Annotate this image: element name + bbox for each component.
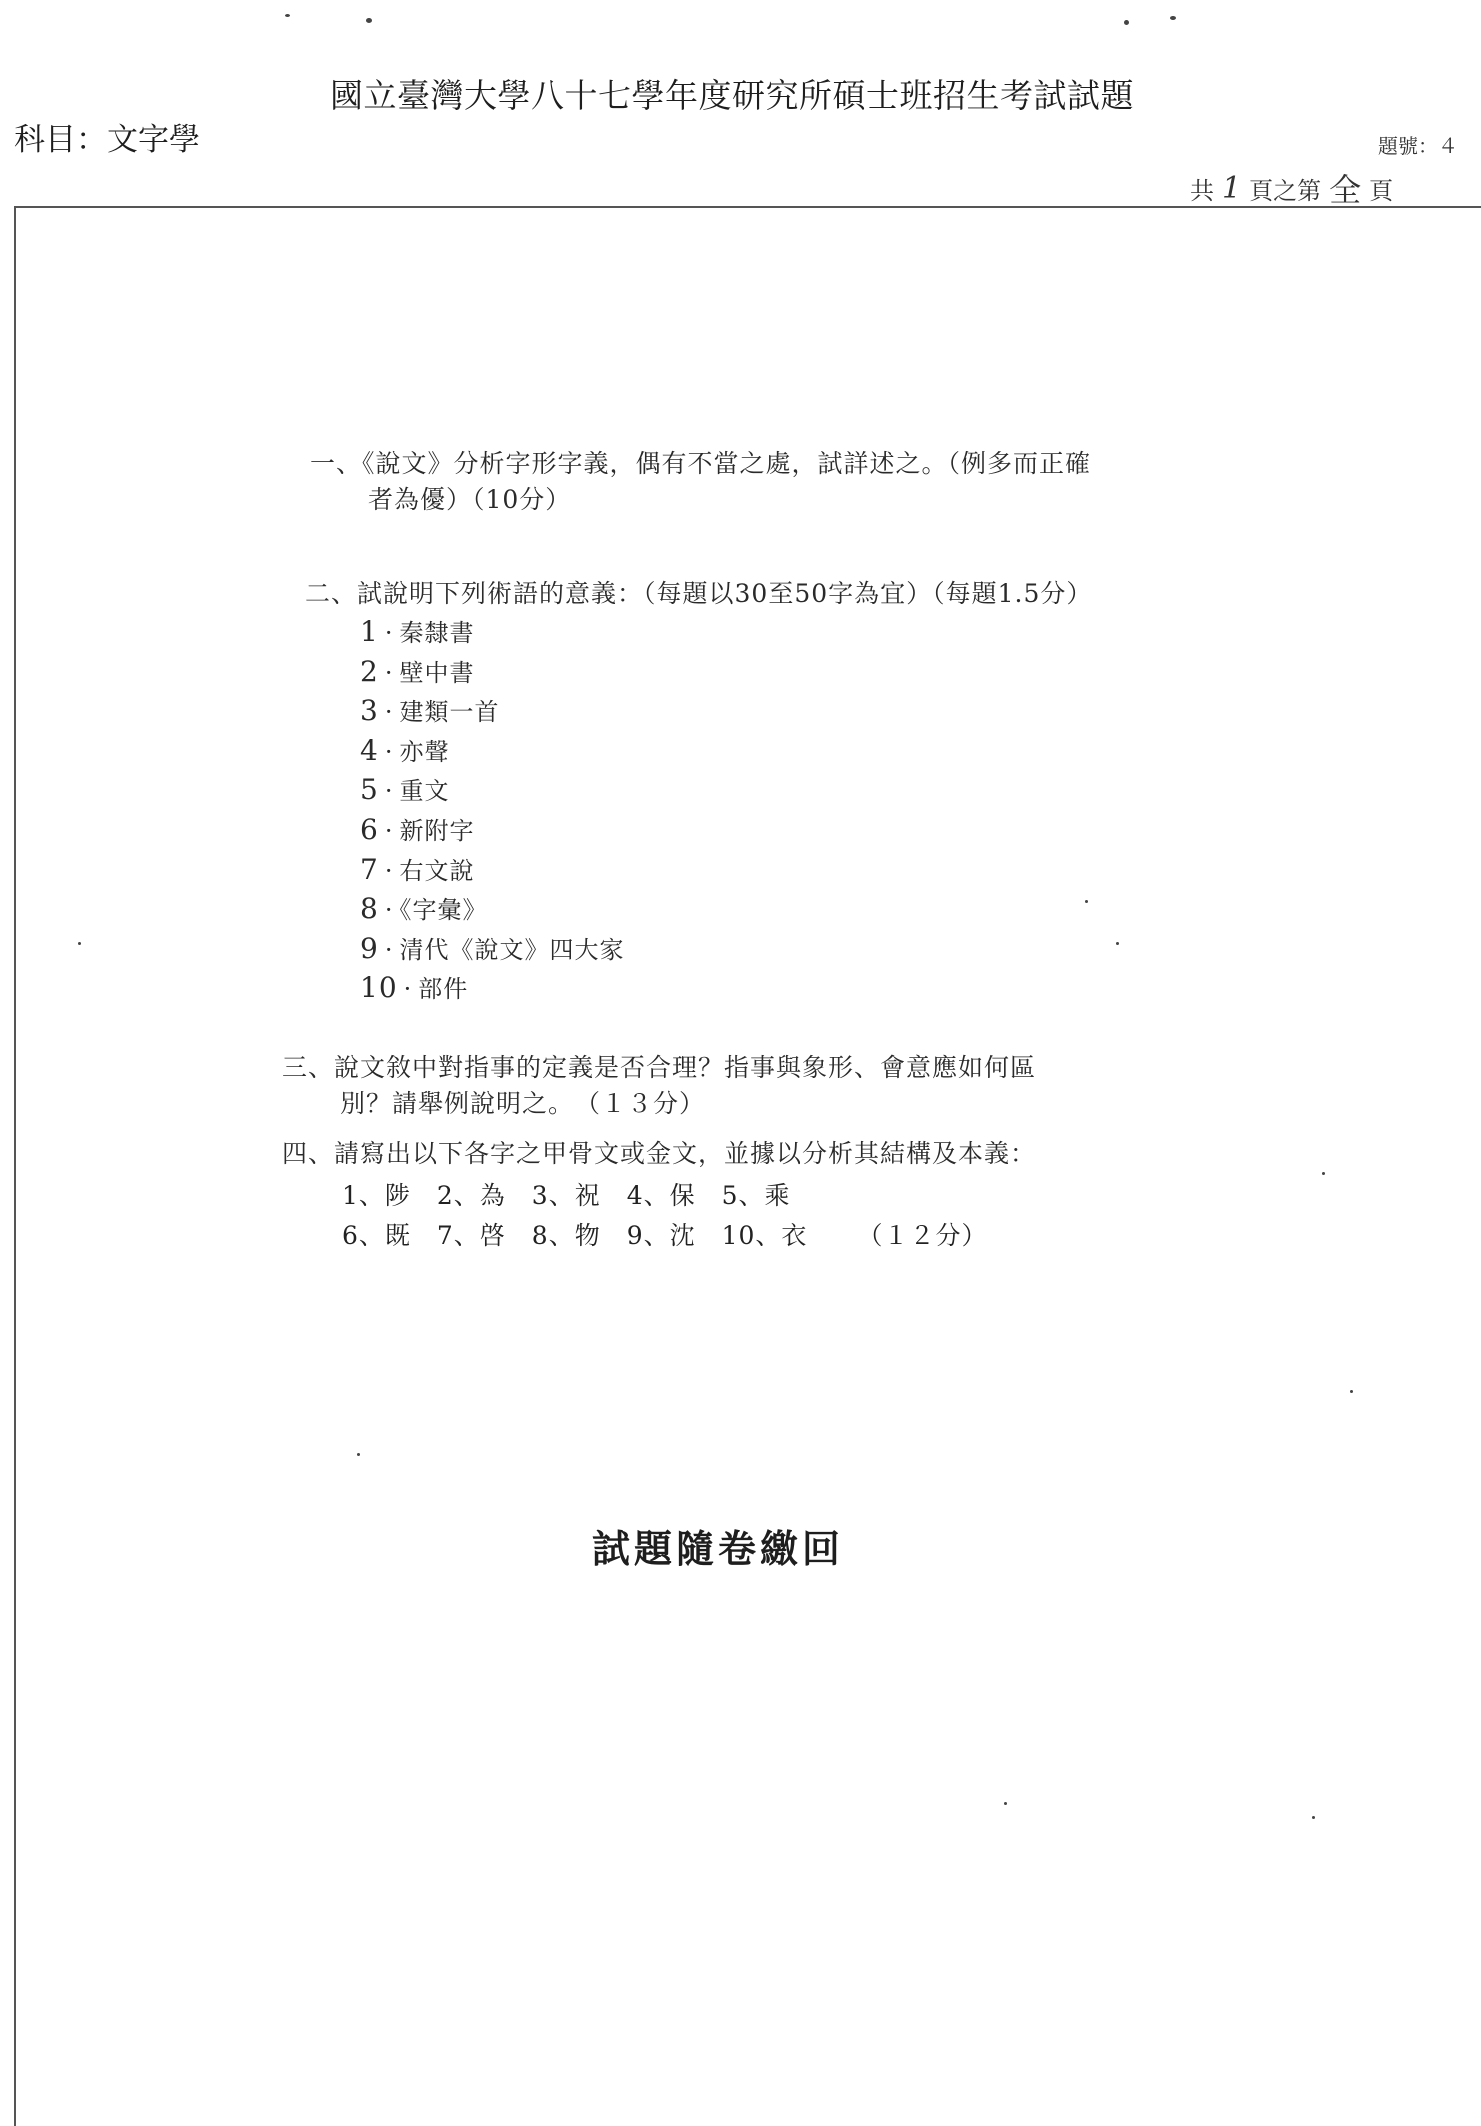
term-item: 9 · 清代《說文》四大家 <box>360 929 624 969</box>
term-item: 6 · 新附字 <box>360 810 624 850</box>
character-row-1: 1、陟 2、為 3、祝 4、保 5、乘 <box>342 1181 791 1210</box>
term-item-number: 5 <box>360 773 379 807</box>
term-item: 1 · 秦隸書 <box>360 612 624 652</box>
scan-speck <box>1124 20 1129 25</box>
question-4-line-1: 四、請寫出以下各字之甲骨文或金文，並據以分析其結構及本義： <box>282 1139 1037 1168</box>
exam-title: 國立臺灣大學八十七學年度研究所碩士班招生考試試題 <box>330 76 1134 115</box>
term-item: 5 · 重文 <box>360 770 624 810</box>
term-item-number: 3 <box>360 694 379 728</box>
term-item-number: 4 <box>360 733 379 767</box>
question-1-line-1: 一、《說文》分析字形字義，偶有不當之處，試詳述之。（例多而正確 <box>310 449 1092 478</box>
term-item-text: 壁中書 <box>399 658 475 687</box>
term-item-number: 10 <box>360 971 398 1005</box>
question-2-term-list <box>360 612 624 1008</box>
character-row-2 <box>342 1216 987 1256</box>
page-info-middle: 頁之第 <box>1249 176 1322 205</box>
scan-speck <box>1085 900 1088 903</box>
term-item-text: 建類一首 <box>399 698 500 727</box>
scan-speck <box>366 18 372 23</box>
question-3-line-2: 別？請舉例說明之。 （１３分） <box>340 1089 706 1118</box>
term-item-text: 右文說 <box>399 856 475 885</box>
term-item-text: 清代《說文》四大家 <box>399 935 625 964</box>
question-2-line-1: 二、試說明下列術語的意義：（每題以30至50字為宜）（每題1.5分） <box>305 579 1093 608</box>
question-1 <box>310 446 1091 518</box>
page-info-prefix: 共 <box>1190 176 1214 205</box>
term-item-text: 部件 <box>418 975 469 1004</box>
page-info-current: 全 <box>1329 171 1362 209</box>
term-item: 3 · 建類一首 <box>360 691 624 731</box>
term-item: 4 · 亦聲 <box>360 731 624 771</box>
page-info-total: 1 <box>1222 170 1242 206</box>
page-info <box>1190 168 1393 208</box>
scan-speck <box>1312 1816 1315 1819</box>
scan-speck <box>1116 942 1119 945</box>
character-row-2-text: 6、既 7、啓 8、物 9、沈 10、衣 <box>342 1221 808 1250</box>
term-item-number: 8 <box>360 892 379 926</box>
term-item: 7 · 右文說 <box>360 850 624 890</box>
term-item-text: 《字彙》 <box>399 896 488 925</box>
term-item-number: 2 <box>360 654 379 688</box>
term-item-number: 7 <box>360 852 379 886</box>
question-3-line-1: 三、說文敘中對指事的定義是否合理？指事與象形、會意應如何區 <box>282 1053 1037 1082</box>
scan-speck <box>1004 1802 1007 1805</box>
scan-speck <box>1350 1390 1353 1393</box>
question-4-character-list <box>342 1176 987 1256</box>
term-item-number: 1 <box>360 615 379 648</box>
scan-speck <box>357 1453 360 1456</box>
question-4 <box>282 1136 1036 1172</box>
page-info-suffix: 頁 <box>1369 176 1394 205</box>
term-item: 10 · 部件 <box>360 968 624 1008</box>
scan-speck <box>1322 1172 1325 1175</box>
return-notice: 試題隨卷繳回 <box>592 1526 845 1571</box>
term-item-text: 秦隸書 <box>399 619 475 647</box>
exam-subject: 科目：文字學 <box>14 122 200 158</box>
term-item-number: 9 <box>360 931 379 965</box>
term-item: 2 · 壁中書 <box>360 652 624 692</box>
question-3 <box>282 1050 1036 1122</box>
scan-speck <box>1170 16 1176 20</box>
scan-speck <box>285 14 290 17</box>
term-item-text: 亦聲 <box>399 737 450 766</box>
scan-speck <box>78 942 81 945</box>
term-item: 8 · 《字彙》 <box>360 889 624 929</box>
term-item-text: 重文 <box>399 777 450 806</box>
term-item-number: 6 <box>360 812 379 846</box>
question-1-line-2: 者為優）（10分） <box>368 485 572 514</box>
term-item-text: 新附字 <box>399 816 475 845</box>
question-4-points: （１２分） <box>857 1221 988 1250</box>
question-number: 題號：４ <box>1378 134 1458 158</box>
question-2 <box>305 576 1092 612</box>
